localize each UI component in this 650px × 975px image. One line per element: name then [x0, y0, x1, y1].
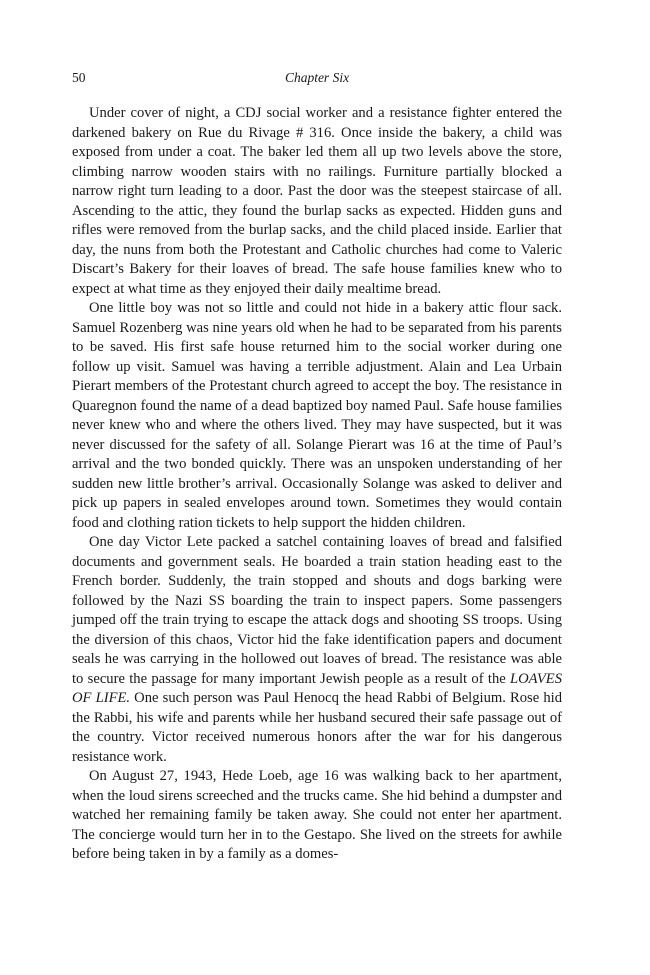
- page-number: 50: [72, 70, 86, 85]
- paragraph: Under cover of night, a CDJ social worker and a resistance fighter entered the darkened bakery on Rue du Rivage # 316. Once inside the bakery, a child was exposed from under a coat. The baker led them all up two levels above the store, climbing narrow wooden stairs with no railings. Furniture partially blocked a narrow right turn leading to a door. Past the door was the steepest staircase of all. Ascending to the attic, they found the burlap sacks as expected. Hidden guns and rifles were removed from the burlap sacks, and the child placed inside. Earlier that day, the nuns from both the Protestant and Catholic churches had come to Valeric Discart’s Bakery for their loaves of bread. The safe house families knew who to expect at what time as they enjoyed their daily mealtime bread.: [72, 105, 562, 297]
- paragraph: [72, 533, 562, 767]
- paragraph: One little boy was not so little and could not hide in a bakery attic flour sack. Samuel Rozenberg was nine years old when he had to be separated from his parents to be saved. His first safe house returned him to the social worker during one follow up visit. Samuel was having a terrible adjustment. Alain and Lea Urbain Pierart members of the Protestant church agreed to accept the boy. The resistance in Quaregnon found the name of a dead baptized boy named Paul. Safe house families never knew who and where the others lived. They may have suspected, but it was never discussed for the safety of all. Solange Pierart was 16 at the time of Paul’s arrival and the two bonded quickly. There was an unspoken understanding of her sudden new little brother’s arrival. Occasionally Solange was asked to deliver and pick up papers in sealed envelopes around town. Sometimes they would contain food and clothing ration tickets to help support the hidden children.: [72, 300, 562, 531]
- running-head: [72, 70, 562, 88]
- paragraph: On August 27, 1943, Hede Loeb, age 16 was walking back to her apartment, when the loud sirens screeched and the trucks came. She hid behind a dumpster and watched her remaining family be taken away. She could not enter her apartment. The concierge would turn her in to the Gestapo. She lived on the streets for awhile before being taken in by a family as a domes-: [72, 768, 562, 862]
- chapter-title: Chapter Six: [284, 70, 350, 85]
- paragraph-text: One day Victor Lete packed a satchel containing loaves of bread and falsified documents and government seals. He boarded a train station heading east to the French border. Suddenly, the train stopped and shouts and dogs barking were followed by the Nazi SS boarding the train to inspect papers. Some passengers jumped off the train trying to escape the attack dogs and shooting SS troops. Using the diversion of this chaos, Victor hid the fake identification papers and document seals he was carrying in the hollowed out loaves of bread. The resistance was able to secure the passage for many important Jewish people as a result of the: [72, 534, 562, 687]
- paragraph-text: One such person was Paul Henocq the head Rabbi of Belgium. Rose hid the Rabbi, his wife and parents while her husband secured their safe passage out of the country. Victor received numerous honors after the war for his dangerous resistance work.: [72, 690, 562, 765]
- body-text: [72, 104, 562, 865]
- book-page: [72, 0, 562, 975]
- italic-title: LOAVES OF LIFE.: [72, 670, 562, 706]
